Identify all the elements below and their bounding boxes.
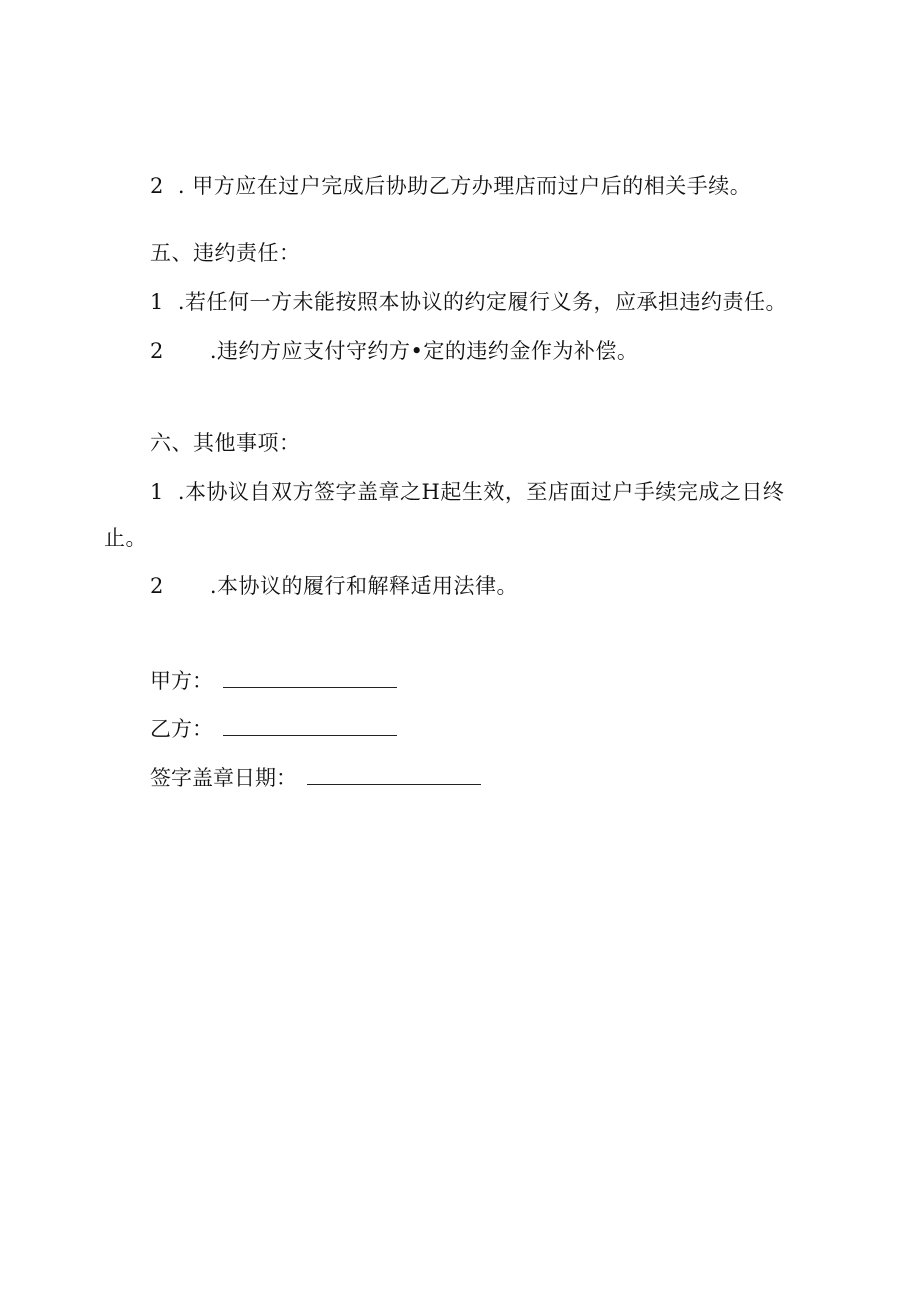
- signature-party-a: [150, 665, 397, 696]
- item-number: 1: [150, 480, 164, 504]
- party-a-signature-line: [223, 665, 397, 688]
- party-b-signature-line: [223, 713, 397, 736]
- item-number: 1: [150, 290, 164, 314]
- item-number: 2: [150, 174, 164, 198]
- section6-item1: [150, 477, 784, 507]
- signature-party-b: [150, 713, 397, 744]
- date-signature-line: [307, 762, 481, 785]
- party-b-label: 乙方：: [150, 717, 213, 741]
- item-text: .本协议自双方签字盖章之H起生效，至店面过户手续完成之日终: [177, 480, 785, 504]
- item-number: 2: [150, 339, 164, 363]
- section6-item2: [150, 571, 518, 601]
- item-text: .违约方应支付守约方•定的违约金作为补偿。: [209, 339, 639, 363]
- item-number: 2: [150, 574, 164, 598]
- section4-item2: [150, 171, 751, 201]
- item-text: .本协议的履行和解释适用法律。: [209, 574, 519, 598]
- section5-heading: 五、违约责任：: [150, 241, 301, 265]
- section6-heading: 六、其他事项：: [150, 431, 301, 455]
- section5-item1: [150, 287, 787, 317]
- item-text: . 甲方应在过户完成后协助乙方办理店而过户后的相关手续。: [177, 174, 752, 198]
- item-text: .若任何一方未能按照本协议的约定履行义务，应承担违约责任。: [177, 290, 788, 314]
- party-a-label: 甲方：: [150, 669, 213, 693]
- section5-item2: [150, 336, 638, 366]
- signature-date: [150, 762, 481, 793]
- date-label: 签字盖章日期：: [150, 766, 297, 790]
- section6-item1-continuation: 止。: [104, 526, 147, 550]
